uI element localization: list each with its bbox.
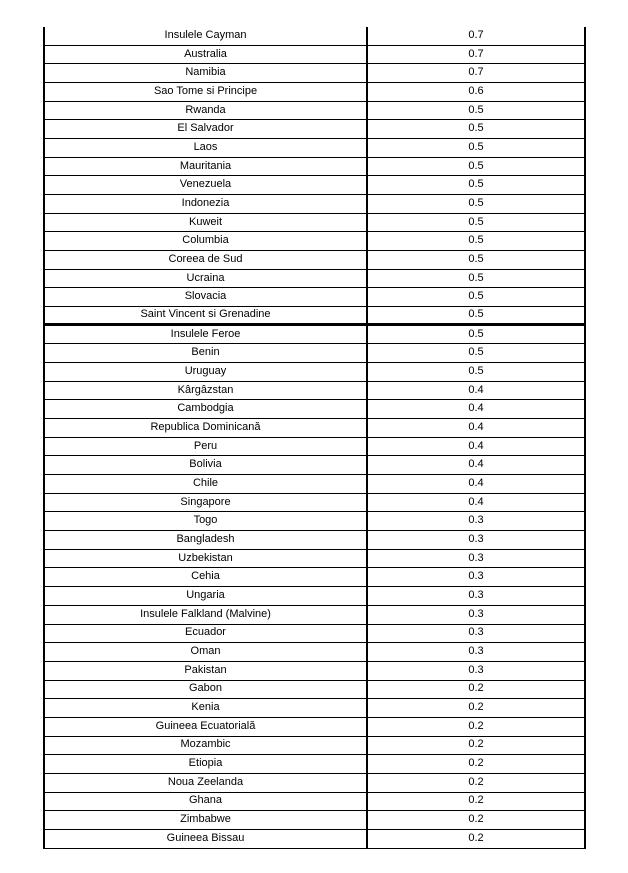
table-row [45,251,584,270]
country-cell: Slovacia [45,288,368,306]
value-cell: 0.3 [468,532,484,545]
table-row [45,811,584,830]
country-cell: Laos [45,139,368,157]
country-cell: Republica Dominicană [45,419,368,437]
country-cell: Mauritania [45,158,368,176]
country-cell: Togo [45,512,368,530]
country-cell: Indonezia [45,195,368,213]
table-row [45,587,584,606]
table-row [45,718,584,737]
country-cell: Venezuela [45,176,368,194]
table-row [45,737,584,756]
country-cell: Ucraina [45,270,368,288]
table-row [45,363,584,382]
table-row [45,662,584,681]
table-row [45,46,584,65]
table-row [45,120,584,139]
country-cell: Cambodgia [45,400,368,418]
value-cell: 0.5 [468,159,484,172]
value-cell: 0.7 [468,66,484,79]
table-row [45,102,584,121]
country-cell: Australia [45,46,368,64]
value-cell: 0.4 [468,495,484,508]
table-row [45,793,584,812]
table-row [45,139,584,158]
table-row [45,326,584,345]
value-cell: 0.5 [468,271,484,284]
country-cell: Oman [45,643,368,661]
country-cell: Etiopia [45,755,368,773]
country-cell: Kuweit [45,214,368,232]
table-row [45,232,584,251]
table-row [45,774,584,793]
value-cell: 0.5 [468,327,484,340]
country-cell: Bolivia [45,456,368,474]
table-row [45,512,584,531]
country-cell: Ecuador [45,625,368,643]
value-cell: 0.5 [468,215,484,228]
table-row [45,400,584,419]
table-row [45,456,584,475]
table-row [45,830,584,849]
table-row [45,755,584,774]
value-cell: 0.5 [468,196,484,209]
value-cell: 0.3 [468,551,484,564]
table-row [45,550,584,569]
country-cell: Insulele Falkland (Malvine) [45,606,368,624]
country-cell: Kenia [45,699,368,717]
value-cell: 0.2 [468,775,484,788]
value-cell: 0.3 [468,570,484,583]
table-row [45,699,584,718]
value-cell: 0.4 [468,439,484,452]
table-row [45,214,584,233]
value-cell: 0.3 [468,663,484,676]
country-cell: Sao Tome si Principe [45,83,368,101]
country-cell: Pakistan [45,662,368,680]
country-cell: Benin [45,344,368,362]
value-cell: 0.3 [468,588,484,601]
country-cell: Zimbabwe [45,811,368,829]
value-cell: 0.2 [468,813,484,826]
table-row [45,438,584,457]
country-cell: Ungaria [45,587,368,605]
country-cell: Peru [45,438,368,456]
table-row [45,27,584,46]
table-row [45,344,584,363]
value-cell: 0.5 [468,346,484,359]
value-cell: 0.2 [468,719,484,732]
country-cell: Noua Zeelanda [45,774,368,792]
table-row [45,64,584,83]
value-cell: 0.4 [468,476,484,489]
value-cell: 0.5 [468,252,484,265]
country-cell: Saint Vincent si Grenadine [45,307,368,323]
table-row [45,475,584,494]
value-cell: 0.4 [468,383,484,396]
value-cell: 0.5 [468,103,484,116]
table-row [45,382,584,401]
country-cell: Cehia [45,568,368,586]
table-row [45,531,584,550]
country-cell: Uzbekistan [45,550,368,568]
country-cell: Singapore [45,494,368,512]
value-cell: 0.5 [468,140,484,153]
value-cell: 0.5 [468,290,484,303]
value-cell: 0.4 [468,420,484,433]
country-cell: El Salvador [45,120,368,138]
country-value-table [43,27,586,849]
table-row [45,270,584,289]
table-row [45,568,584,587]
table-row [45,288,584,307]
value-cell: 0.2 [468,682,484,695]
country-cell: Guineea Ecuatorială [45,718,368,736]
table-row [45,307,584,326]
country-cell: Insulele Cayman [45,27,368,45]
table-row [45,83,584,102]
value-cell: 0.3 [468,645,484,657]
value-cell: 0.4 [468,458,484,471]
value-cell: 0.2 [468,831,484,844]
table-row [45,176,584,195]
table-row [45,606,584,625]
country-cell: Ghana [45,793,368,811]
table-row [45,625,584,644]
table-row [45,681,584,700]
value-cell: 0.3 [468,607,484,620]
table-row [45,419,584,438]
value-cell: 0.5 [468,307,484,320]
table-row [45,158,584,177]
country-cell: Mozambic [45,737,368,755]
value-cell: 0.2 [468,794,484,807]
country-cell: Kârgâzstan [45,382,368,400]
value-cell: 0.6 [468,84,484,97]
value-cell: 0.2 [468,701,484,714]
country-cell: Columbia [45,232,368,250]
table-row [45,494,584,513]
value-cell: 0.3 [468,514,484,527]
country-cell: Insulele Feroe [45,326,368,344]
value-cell: 0.7 [468,28,484,41]
value-cell: 0.5 [468,364,484,377]
value-cell: 0.3 [468,626,484,639]
country-cell: Rwanda [45,102,368,120]
country-cell: Bangladesh [45,531,368,549]
country-cell: Coreea de Sud [45,251,368,269]
value-cell: 0.7 [468,47,484,60]
country-cell: Chile [45,475,368,493]
value-cell: 0.2 [468,738,484,751]
country-cell: Gabon [45,681,368,699]
table-row [45,643,584,662]
value-cell: 0.5 [468,234,484,247]
country-cell: Guineea Bissau [45,830,368,848]
value-cell: 0.2 [468,757,484,770]
country-cell: Uruguay [45,363,368,381]
country-cell: Namibia [45,64,368,82]
table-row [45,195,584,214]
value-cell: 0.4 [468,402,484,415]
value-cell: 0.5 [468,122,484,135]
value-cell: 0.5 [468,178,484,191]
